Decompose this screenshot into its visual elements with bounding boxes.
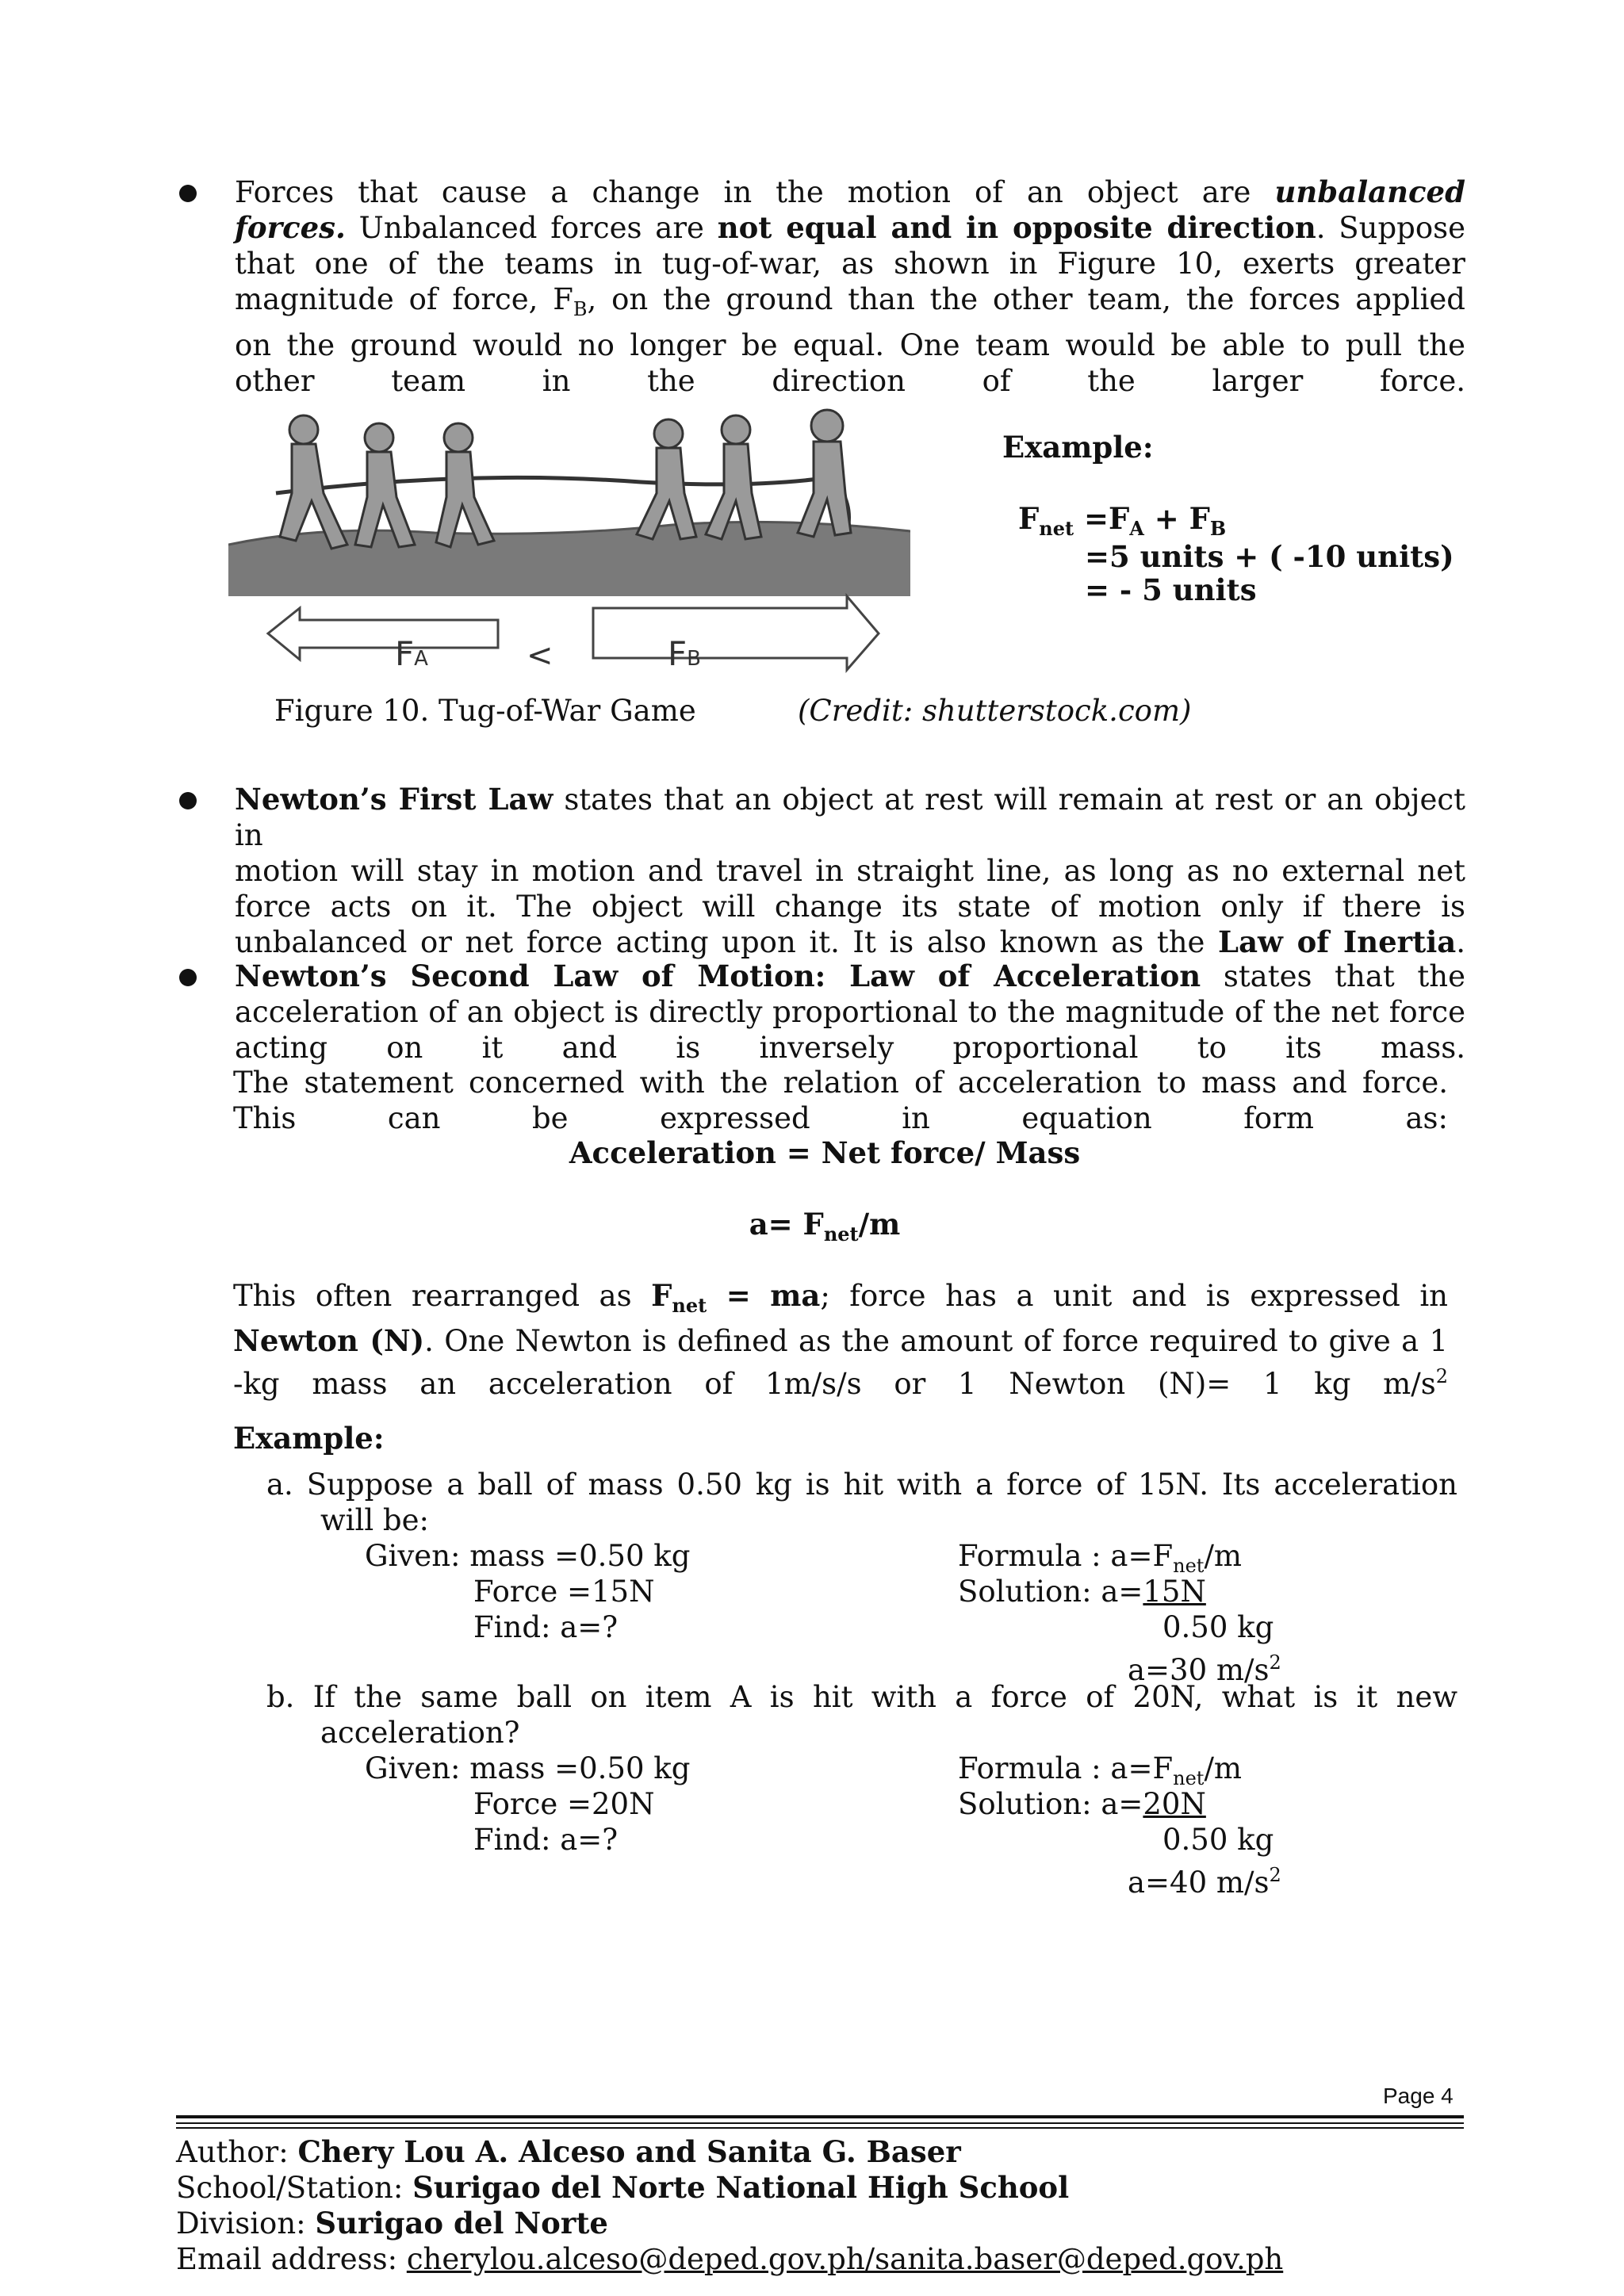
footer-author: Author: Chery Lou A. Alceso and Sanita G. Baser (176, 2134, 961, 2169)
footer-email: Email address: cherylou.alceso@deped.gov.ph/sanita.baser@deped.gov.ph (176, 2242, 1284, 2276)
example-fnet-line: $F_{net} =F_A + F_B$ (1018, 501, 1227, 540)
bullet-dot (179, 969, 197, 986)
bullet-dot (179, 185, 197, 202)
bullet-dot (179, 792, 197, 809)
footer-rule (176, 2127, 1464, 2129)
example-heading: Example: (233, 1421, 385, 1456)
right-team-figures (637, 410, 851, 539)
paragraph-relation: The statement concerned with the relation of acceleration to mass and force. This can be expressed in equation form as: (233, 1066, 1448, 1135)
paragraph-unbalanced-forces: Forces that cause a change in the motion of an object are unbalanced forces. Unbalanced forces are not equal and in opposite direction. Suppose that one of the teams in tug-of-war, as shown in Figure 10, exerts greater magnitude of force, $F_B$, on the ground than the other team, the forces applied on the ground would no longer be equal. One team would be able to pull the other team in the direction of the larger force. (235, 174, 1465, 398)
tug-of-war-figure (228, 406, 910, 691)
example-b-solution: Solution: a=20N (958, 1787, 1206, 1821)
example-a-result: a=30 $m/s^2$ (1128, 1651, 1281, 1687)
footer-school: School/Station: Surigao del Norte National High School (176, 2170, 1070, 2205)
example-a-find: Find: a=? (473, 1610, 619, 1644)
paragraph-newton-unit: This often rearranged as $F_{net}$ = ma; force has a unit and is expressed in Newton (N). One Newton is defined as the amount of force required to give a 1 -kg mass an acceleration of 1m/s/s or 1 Newton (N)= 1 kg $m/s^2$ (233, 1278, 1449, 1401)
figure-caption: Figure 10. Tug-of-War Game (274, 694, 696, 728)
example-b-result: a=40 $m/s^2$ (1128, 1864, 1281, 1900)
arrow-left-fa (268, 608, 498, 660)
example-a-given: Given: mass =0.50 kg (365, 1539, 691, 1573)
footer-rule-thick (176, 2115, 1464, 2118)
example-b-denominator: 0.50 kg (1162, 1823, 1274, 1857)
page-number: Page 4 (1383, 2084, 1454, 2108)
figure-credit: (Credit: shutterstock.com) (798, 694, 1192, 728)
example-a-formula: Formula : $a=F_{net}/m$ (958, 1539, 1243, 1577)
example-b-given: Given: mass =0.50 kg (365, 1751, 691, 1785)
example-b-formula: Formula : $a=F_{net}/m$ (958, 1751, 1243, 1789)
example-a-solution: Solution: a=15N (958, 1575, 1206, 1609)
label-fb: FB (668, 634, 702, 673)
example-sum-line: =5 units + ( -10 units) (1085, 539, 1454, 574)
term-unbalanced: unbalanced (1274, 174, 1465, 209)
paragraph-second-law: Newton’s Second Law of Motion: Law of Acceleration states that the acceleration of an object is directly proportional to the magnitude of the net force acting on it and is inversely proportional to its mass. (235, 959, 1466, 1065)
paragraph-first-law: Newton’s First Law states that an object at rest will remain at rest or an object in motion will stay in motion and travel in straight line, as long as no external net force acts on it. The object will change its state of motion only if there is unbalanced or net force acting upon it. It is also known as the Law of Inertia. (235, 782, 1466, 959)
example-a-question: a. Suppose a ball of mass 0.50 kg is hit with a force of 15N. Its acceleration (266, 1468, 1457, 1502)
term-second-law: Newton’s Second Law of Motion: Law of Acceleration (235, 959, 1201, 993)
arrow-right-fb (593, 596, 879, 670)
label-fa: FA (395, 634, 428, 673)
example-a-force: Force =15N (473, 1575, 655, 1609)
label-less-than: < (527, 637, 553, 674)
example-heading: Example: (1002, 430, 1154, 465)
footer-division: Division: Surigao del Norte (176, 2206, 608, 2241)
term-law-of-inertia: Law of Inertia (1218, 924, 1457, 959)
footer-rule (176, 2122, 1464, 2124)
document-page: Forces that cause a change in the motion of an object are unbalanced forces. Unbalanced forces are not equal and in opposite direction. Suppose that one of the teams in tug-of-war, as shown in Figure 10, exerts greater magnitude of force, $F_B$, on the ground than the other team, the forces applied on the ground would no longer be equal. One team would be able to pull the other team in the direction of the larger force. FA < FB Figure 10. Tug-of-War Game (Credit: shutterstock.com) Example: $F_{net} =F_A + F_B$ =5 units + ( -10 units) = - 5 units Newton’s First Law states that an object at rest will remain at rest or an object in motion will stay in motion and travel in straight line, as long as no external net force acts on it. The object will change its state of motion only if there is unbalanced or net force acting upon it. It is also known as the Law of Inertia. Newton’s Second Law of Motion: Law of Acceleration states that the acceleration of an object is directly proportional to the magnitude of the net force acting on it and is inversely proportional to its mass. The statement concerned with the relation of acceleration to mass and force. This can be expressed in equation form as: Acceleration = Net force/ Mass $a= F_{net}/m$ This often rearranged as $F_{net}$ = ma; force has a unit and is expressed in Newton (N). One Newton is defined as the amount of force required to give a 1 -kg mass an acceleration of 1m/s/s or 1 Newton (N)= 1 kg $m/s^2$ Example: a. Suppose a ball of mass 0.50 kg is hit with a force of 15N. Its acceleration will be: Given: mass =0.50 kg Force =15N Find: a=? Formula : $a=F_{net}/m$ Solution: a=15N 0.50 kg a=30 $m/s^2$ b. If the same ball on item A is hit with a force of 20N, what is it new acceleration? Given: mass =0.50 kg Force =20N Find: a=? Formula : $a=F_{net}/m$ Solution: a=20N 0.50 kg a=40 $m/s^2$ Page 4 Author: Chery Lou A. Alceso and Sanita G. Baser School/Station: Surigao del Norte National High School Division: Surigao del Norte Email address: cherylou.alceso@deped.gov.ph/sanita.baser@deped.gov.ph (0, 0, 1624, 2296)
equation-acceleration: Acceleration = Net force/ Mass (569, 1135, 1081, 1170)
example-b-question: b. If the same ball on item A is hit with a force of 20N, what is it new (266, 1680, 1457, 1714)
term-first-law: Newton’s First Law (235, 782, 553, 817)
equation-a-fnet-m: $a= F_{net}/m$ (749, 1207, 901, 1246)
example-b-force: Force =20N (473, 1787, 655, 1821)
example-b-find: Find: a=? (473, 1823, 619, 1857)
example-a-denominator: 0.50 kg (1162, 1610, 1274, 1644)
email-link[interactable]: cherylou.alceso@deped.gov.ph/sanita.baser@deped.gov.ph (406, 2242, 1284, 2276)
left-team-figures (280, 415, 494, 549)
example-result-line: = - 5 units (1085, 572, 1257, 607)
